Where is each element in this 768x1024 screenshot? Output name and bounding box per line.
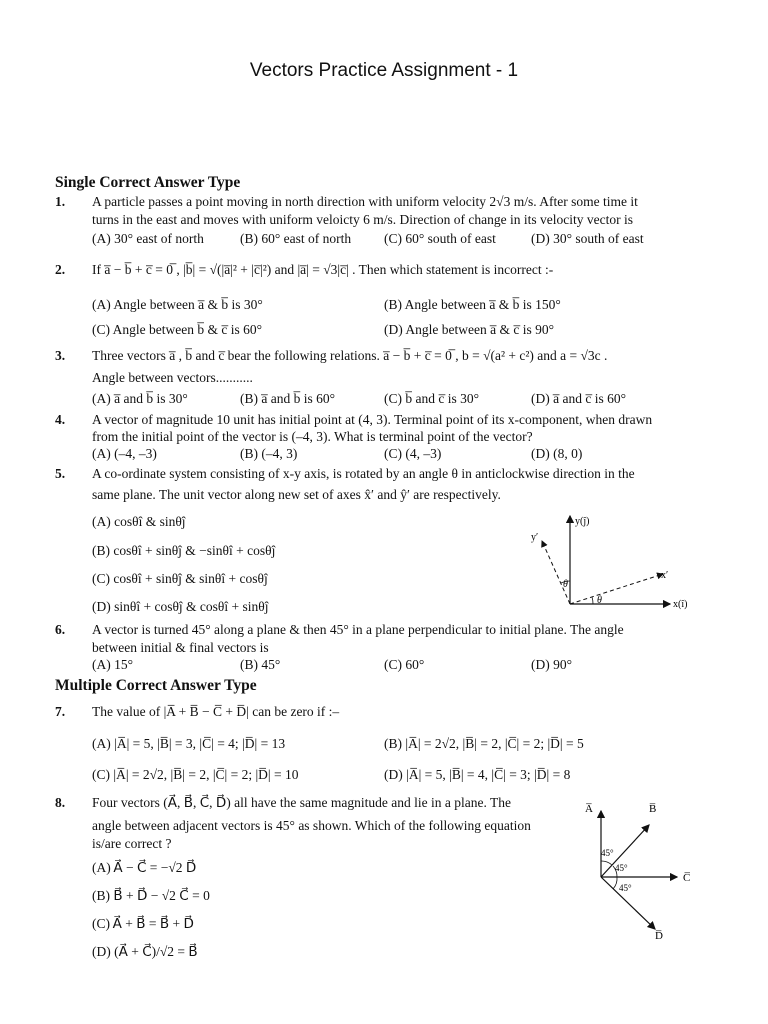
x-prime-axis-line (570, 574, 663, 604)
q1-line-2: turns in the east and moves with uniform veloicty 6 m/s. Direction of change in its velocity vector is (92, 212, 634, 227)
q2-option-c: (C) Angle between b̅ & c̅ is 60° (92, 322, 262, 337)
q2-line-1: If a̅ − b̅ + c̅ = 0̅ , |b̅| = √(|a̅|² + |c̅|²) and |a̅| = √3|c̅| . Then which statement is incorrect :- (92, 262, 554, 277)
theta-label-upper: θ (563, 579, 568, 590)
vector-c-label: C̅ (683, 872, 691, 884)
q5-number: 5. (55, 466, 66, 481)
q2-option-b: (B) Angle between a̅ & b̅ is 150° (384, 297, 561, 312)
q1-line-1: A particle passes a point moving in north direction with uniform velocity 2√3 m/s. After some time it (92, 194, 638, 209)
angle-bc-label: 45° (615, 863, 628, 873)
q8-line-2: angle between adjacent vectors is 45° as shown. Which of the following equation (92, 818, 531, 833)
q8-option-b: (B) B⃗ + D⃗ − √2 C⃗ = 0 (92, 888, 210, 903)
q2-number: 2. (55, 262, 66, 277)
q3-option-b: (B) a̅ and b̅ is 60° (240, 391, 336, 406)
q7-option-d: (D) |A̅| = 5, |B̅| = 4, |C̅| = 3; |D̅| = 8 (384, 767, 571, 782)
q5-option-c: (C) cosθî + sinθĵ & sinθî + cosθĵ (92, 571, 268, 586)
q1-option-a: (A) 30° east of north (92, 231, 204, 246)
rotated-axes-figure (525, 508, 725, 623)
q4-line-1: A vector of magnitude 10 unit has initial point at (4, 3). Terminal point of its x-component, when drawn (92, 412, 653, 427)
q8-line-3: is/are correct ? (92, 836, 172, 851)
q4-line-2: from the initial point of the vector is (–4, 3). What is terminal point of the vector? (92, 429, 533, 444)
q4-option-b: (B) (–4, 3) (240, 446, 298, 461)
q8-number: 8. (55, 795, 66, 810)
q6-option-a: (A) 15° (92, 657, 134, 672)
vector-d-label: D̅ (655, 930, 663, 942)
q8-option-d: (D) (A⃗ + C⃗)/√2 = B⃗ (92, 944, 198, 959)
x-axis-label: x(î) (673, 599, 688, 610)
four-vectors-figure (575, 795, 705, 945)
q8-line-1: Four vectors (A⃗, B⃗, C⃗, D⃗) all have the same magnitude and lie in a plane. The (92, 795, 511, 810)
y-axis-label: y(ĵ) (575, 516, 590, 527)
q5-option-b: (B) cosθî + sinθĵ & −sinθî + cosθĵ (92, 543, 276, 558)
angle-ab-label: 45° (601, 848, 614, 858)
q5-line-2: same plane. The unit vector along new set of axes x̂′ and ŷ′ are respectively. (92, 487, 501, 502)
section-heading-single: Single Correct Answer Type (55, 174, 241, 191)
q3-line-1: Three vectors a̅ , b̅ and c̅ bear the following relations. a̅ − b̅ + c̅ = 0̅ , b = √(a² + c²) and a = √3c . (92, 348, 608, 363)
q6-option-c: (C) 60° (384, 657, 425, 672)
q6-option-d: (D) 90° (531, 657, 573, 672)
q6-line-2: between initial & final vectors is (92, 640, 269, 655)
q1-option-b: (B) 60° east of north (240, 231, 352, 246)
q1-option-d: (D) 30° south of east (531, 231, 644, 246)
q7-number: 7. (55, 704, 66, 719)
q3-number: 3. (55, 348, 66, 363)
q7-option-c: (C) |A̅| = 2√2, |B̅| = 2, |C̅| = 2; |D̅| = 10 (92, 767, 299, 782)
q3-option-a: (A) a̅ and b̅ is 30° (92, 391, 188, 406)
q1-number: 1. (55, 194, 66, 209)
y-prime-label: y′ (531, 532, 539, 543)
q2-option-d: (D) Angle between a̅ & c̅ is 90° (384, 322, 554, 337)
y-prime-axis-line (542, 541, 570, 604)
q3-option-d: (D) a̅ and c̅ is 60° (531, 391, 626, 406)
q6-number: 6. (55, 622, 66, 637)
q7-line-1: The value of |A̅ + B̅ − C̅ + D̅| can be zero if :– (92, 704, 340, 719)
section-heading-multiple: Multiple Correct Answer Type (55, 677, 257, 694)
q5-option-d: (D) sinθî + cosθĵ & cosθî + sinθĵ (92, 599, 269, 614)
q8-option-a: (A) A⃗ − C⃗ = −√2 D⃗ (92, 860, 197, 875)
q4-number: 4. (55, 412, 66, 427)
q7-option-a: (A) |A̅| = 5, |B̅| = 3, |C̅| = 4; |D̅| = 13 (92, 736, 286, 751)
q5-option-a: (A) cosθî & sinθĵ (92, 514, 186, 529)
q2-option-a: (A) Angle between a̅ & b̅ is 30° (92, 297, 263, 312)
q4-option-a: (A) (–4, –3) (92, 446, 157, 461)
q4-option-c: (C) (4, –3) (384, 446, 442, 461)
q6-line-1: A vector is turned 45° along a plane & then 45° in a plane perpendicular to initial plane. The angle (92, 622, 624, 637)
vector-a-label: A̅ (585, 803, 593, 815)
x-prime-label: x′ (661, 570, 669, 581)
q3-option-c: (C) b̅ and c̅ is 30° (384, 391, 480, 406)
theta-label-lower: θ (597, 595, 602, 606)
vector-b-label: B̅ (649, 803, 657, 815)
q7-option-b: (B) |A̅| = 2√2, |B̅| = 2, |C̅| = 2; |D̅| = 5 (384, 736, 584, 751)
q5-line-1: A co-ordinate system consisting of x-y axis, is rotated by an angle θ in anticlockwise direction in the (92, 466, 635, 481)
q8-option-c: (C) A⃗ + B⃗ = B⃗ + D⃗ (92, 916, 194, 931)
angle-cd-label: 45° (619, 883, 632, 893)
q6-option-b: (B) 45° (240, 657, 281, 672)
q3-line-2: Angle between vectors........... (92, 370, 253, 385)
q1-option-c: (C) 60° south of east (384, 231, 496, 246)
q4-option-d: (D) (8, 0) (531, 446, 583, 461)
page-title: Vectors Practice Assignment - 1 (249, 60, 519, 81)
